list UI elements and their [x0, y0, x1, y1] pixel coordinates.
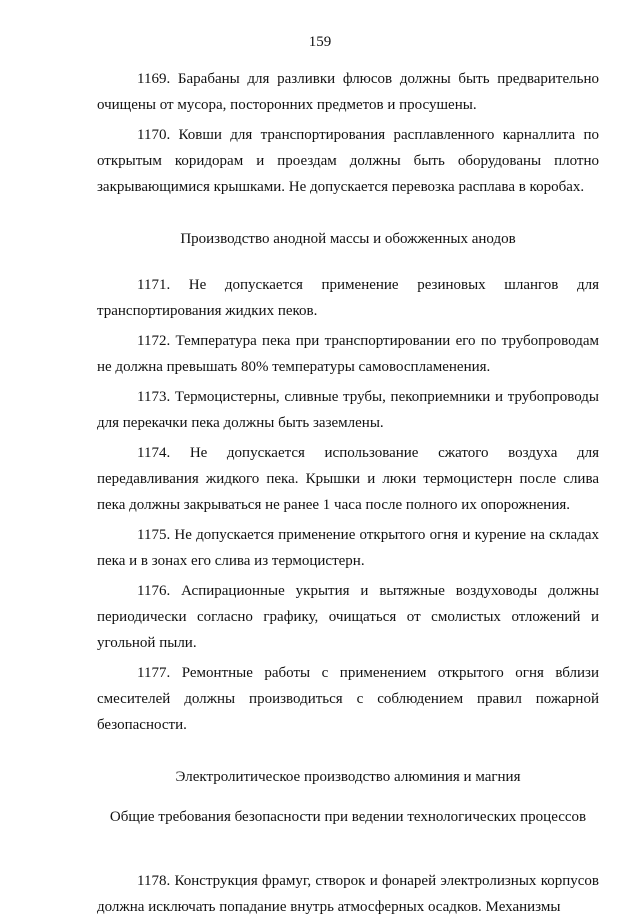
paragraph-1177: 1177. Ремонтные работы с применением открытого огня вблизи смесителей должны производиться с соблюдением правил пожарной безопасности. — [97, 665, 599, 733]
page-content — [97, 66, 599, 920]
paragraph-1173: 1173. Термоцистерны, сливные трубы, пекоприемники и трубопроводы для перекачки пека должны быть заземлены. — [97, 389, 599, 431]
paragraph-1170: 1170. Ковши для транспортирования расплавленного карналлита по открытым коридорам и проездам должны быть оборудованы плотно закрывающимися крышками. Не допускается перевозка расплава в коробах. — [97, 127, 599, 195]
paragraph-1178: 1178. Конструкция фрамуг, створок и фонарей электролизных корпусов должна исключать попадание внутрь атмосферных осадков. Механизмы — [97, 873, 599, 915]
page-number: 159 — [308, 34, 332, 50]
paragraph-1172: 1172. Температура пека при транспортировании его по трубопроводам не должна превышать 80% температуры самовоспламенения. — [97, 333, 599, 375]
paragraph-1174: 1174. Не допускается использование сжатого воздуха для передавливания жидкого пека. Крышки и люки термоцистерн после слива пека должны закрываться не ранее 1 часа после полного их опорожнения. — [97, 445, 599, 513]
subsection-heading-general-requirements: Общие требования безопасности при ведении технологических процессов — [109, 809, 587, 825]
paragraph-1169: 1169. Барабаны для разливки флюсов должны быть предварительно очищены от мусора, посторонних предметов и просушены. — [97, 71, 599, 113]
paragraph-1176: 1176. Аспирационные укрытия и вытяжные воздуховоды должны периодически согласно графику, очищаться от смолистых отложений и угольной пыли. — [97, 583, 599, 651]
section-heading-anode-production: Производство анодной массы и обожженных анодов — [180, 231, 516, 247]
paragraph-1171: 1171. Не допускается применение резиновых шлангов для транспортирования жидких пеков. — [97, 277, 599, 319]
section-heading-electrolytic-production: Электролитическое производство алюминия и магния — [175, 769, 521, 785]
paragraph-1175: 1175. Не допускается применение открытого огня и курение на складах пека и в зонах его слива из термоцистерн. — [97, 527, 599, 569]
